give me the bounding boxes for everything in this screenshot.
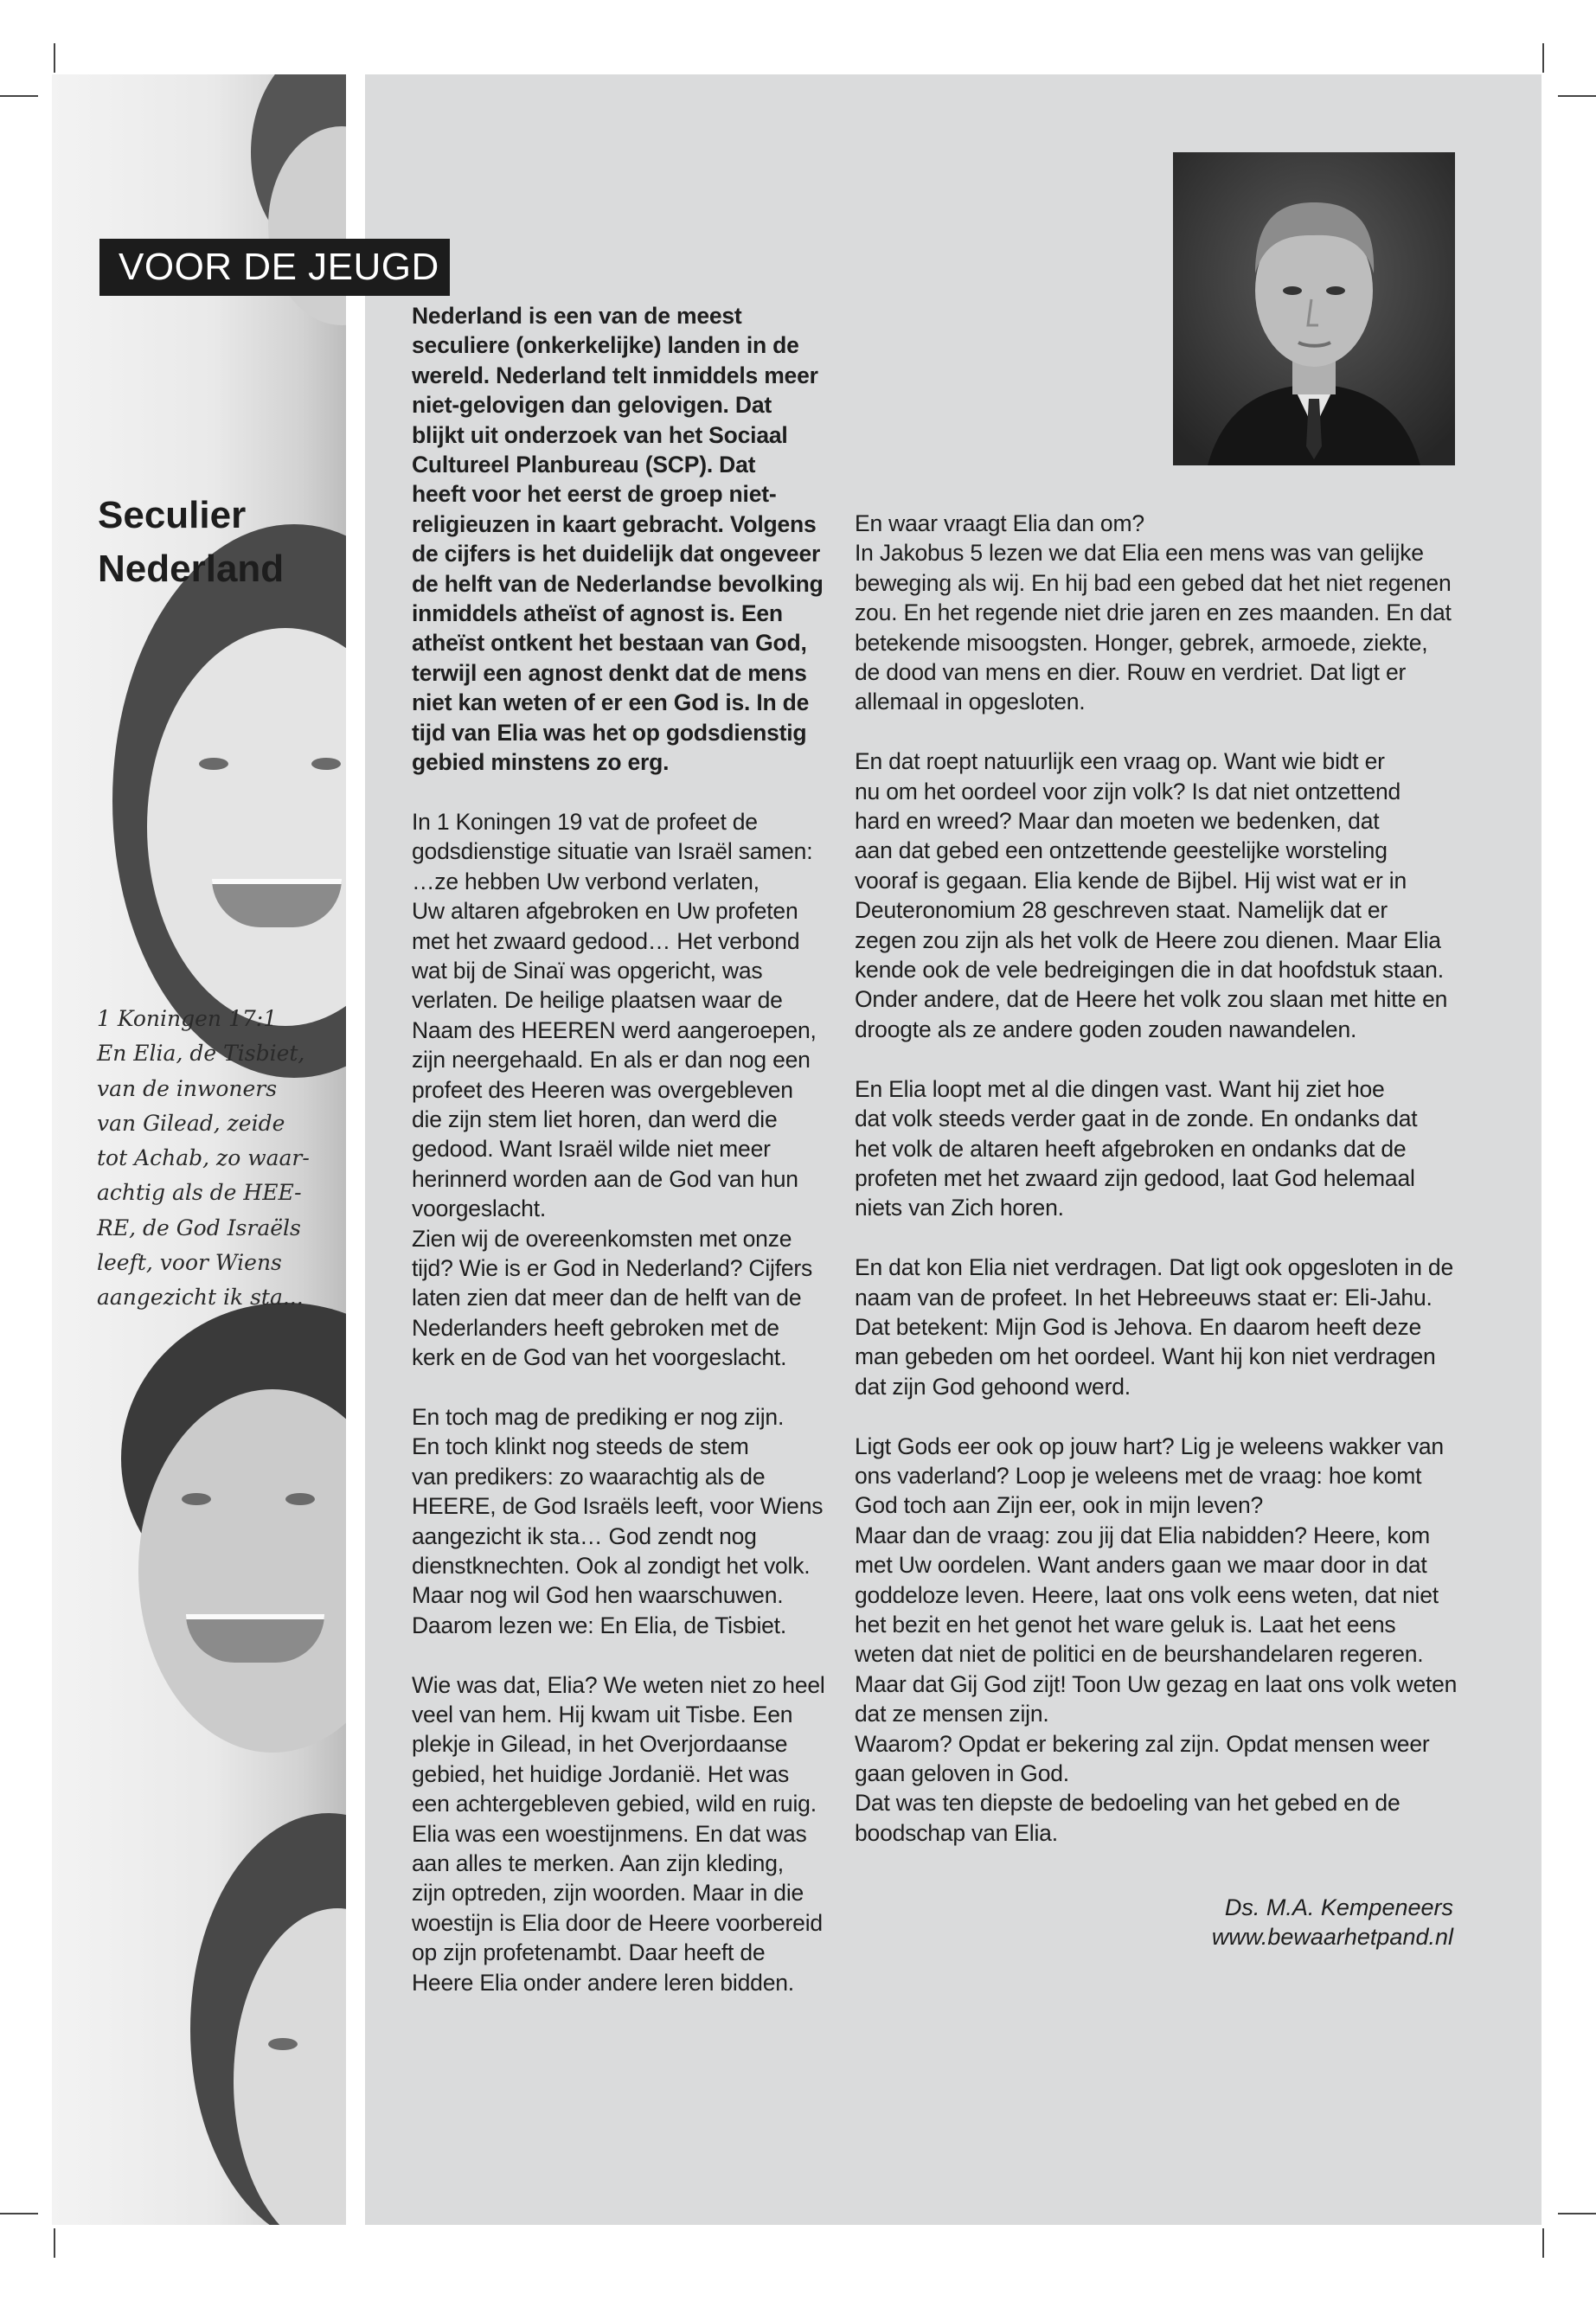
author-name: Ds. M.A. Kempeneers — [1224, 1894, 1453, 1920]
text-line: woestijn is Elia door de Heere voorbereid — [412, 1909, 823, 1936]
text-line: weten dat niet de politici en de beurshandelaren regeren. — [855, 1641, 1424, 1668]
text-line: profeet des Heeren was overgebleven — [412, 1076, 793, 1103]
text-line: beweging als wij. En hij bad een gebed dat het niet regenen — [855, 569, 1452, 596]
text-line: aan dat gebed een ontzettende geestelijke worsteling — [855, 837, 1388, 864]
title-line: Nederland — [98, 548, 285, 590]
text-line: Cultureel Planbureau (SCP). Dat — [412, 452, 756, 478]
paragraph — [412, 807, 827, 1373]
text-line: Maar nog wil God hen waarschuwen. — [412, 1582, 784, 1609]
text-line: wereld. Nederland telt inmiddels meer — [412, 362, 818, 388]
text-line: plekje in Gilead, in het Overjordaanse — [412, 1731, 788, 1758]
bible-quote — [97, 1002, 330, 1316]
text-line: Maar dan de vraag: zou jij dat Elia nabidden? Heere, kom — [855, 1522, 1430, 1548]
text-line: zou. En het regende niet drie jaren en zes maanden. En dat — [855, 599, 1452, 626]
text-line: En Elia loopt met al die dingen vast. Want hij ziet hoe — [855, 1075, 1385, 1102]
text-line: dat ze mensen zijn. — [855, 1701, 1049, 1727]
paragraph — [412, 1402, 827, 1640]
text-line: godsdienstige situatie van Israël samen: — [412, 838, 813, 865]
text-line: Nederlanders heeft gebroken met de — [412, 1314, 779, 1341]
text-line: In Jakobus 5 lezen we dat Elia een mens was van gelijke — [855, 540, 1424, 567]
text-line: tijd van Elia was het op godsdienstig — [412, 719, 807, 746]
face-eye — [182, 1493, 211, 1505]
text-line: niet-gelovigen dan gelovigen. Dat — [412, 392, 772, 419]
text-line: gedood. Want Israël wilde niet meer — [412, 1136, 771, 1163]
crop-mark — [1558, 2213, 1596, 2214]
paragraph-gap — [855, 1401, 1460, 1431]
text-line: Maar dat Gij God zijt! Toon Uw gezag en laat ons volk weten — [855, 1670, 1458, 1697]
title-line: Seculier — [98, 494, 247, 536]
paragraph-gap — [855, 1223, 1460, 1253]
text-line: droogte als ze andere goden zouden nawandelen. — [855, 1016, 1357, 1042]
text-line: Onder andere, dat de Heere het volk zou slaan met hitte en — [855, 986, 1448, 1013]
text-line: het volk de altaren heeft afgebroken en ondanks dat de — [855, 1135, 1407, 1162]
text-line: In 1 Koningen 19 vat de profeet de — [412, 808, 758, 835]
quote-line: 1 Koningen 17:1 — [97, 1006, 278, 1031]
article-title — [98, 489, 340, 596]
text-line: heeft voor het eerst de groep niet- — [412, 481, 777, 508]
paragraph — [855, 747, 1460, 1044]
text-line: dienstknechten. Ook al zondigt het volk. — [412, 1553, 811, 1580]
text-line: gaan geloven in God. — [855, 1760, 1069, 1786]
text-line: Waarom? Opdat er bekering zal zijn. Opdat mensen weer — [855, 1730, 1430, 1757]
text-line: met het zwaard gedood… Het verbond — [412, 927, 800, 954]
text-line: profeten met het zwaard zijn gedood, laat God helemaal — [855, 1164, 1415, 1191]
text-line: Heere Elia onder andere leren bidden. — [412, 1969, 794, 1996]
text-line: gebied minstens zo erg. — [412, 749, 670, 776]
text-line: En toch mag de prediking er nog zijn. — [412, 1404, 785, 1430]
crop-mark — [0, 2213, 38, 2214]
quote-line: leeft, voor Wiens — [97, 1250, 282, 1276]
quote-line: RE, de God Israëls — [97, 1215, 301, 1240]
text-line: de helft van de Nederlandse bevolking — [412, 570, 824, 597]
text-line: atheïst ontkent het bestaan van God, — [412, 630, 807, 657]
text-line: ons vaderland? Loop je weleens met de vraag: hoe komt — [855, 1462, 1422, 1489]
paragraph-gap — [412, 778, 827, 807]
paragraph-gap — [412, 1373, 827, 1402]
text-line: herinnerd worden aan de God van hun — [412, 1165, 798, 1192]
author-website: www.bewaarhetpand.nl — [1211, 1924, 1453, 1950]
crop-mark — [1542, 43, 1544, 73]
face-eye — [268, 2038, 298, 2050]
article-column-2 — [855, 509, 1460, 1848]
text-line: naam van de profeet. In het Hebreeuws staat er: Eli-Jahu. — [855, 1284, 1433, 1311]
text-line: Ligt Gods eer ook op jouw hart? Lig je weleens wakker van — [855, 1433, 1444, 1459]
paragraph — [412, 1670, 827, 1997]
text-line: HEERE, de God Israëls leeft, voor Wiens — [412, 1493, 824, 1520]
text-line: de dood van mens en dier. Rouw en verdriet. Dat ligt er — [855, 659, 1407, 686]
text-line: Naam des HEEREN werd aangeroepen, — [412, 1016, 817, 1043]
paragraph-gap — [855, 1044, 1460, 1074]
paragraph — [855, 1432, 1460, 1849]
portrait-drawing — [1173, 152, 1455, 465]
text-line: God toch aan Zijn eer, ook in mijn leven? — [855, 1492, 1264, 1519]
text-line: met Uw oordelen. Want anders gaan we maar door in dat — [855, 1552, 1427, 1579]
quote-line: van Gilead, zeide — [97, 1110, 285, 1136]
paragraph-gap — [412, 1640, 827, 1670]
quote-line: En Elia, de Tisbiet, — [97, 1041, 305, 1067]
crop-mark — [1558, 95, 1596, 97]
intro-paragraph — [412, 301, 827, 778]
text-line: allemaal in opgesloten. — [855, 689, 1086, 715]
text-line: niet kan weten of er een God is. In de — [412, 689, 810, 716]
text-line: kerk en de God van het voorgeslacht. — [412, 1344, 787, 1371]
text-line: verlaten. De heilige plaatsen waar de — [412, 987, 783, 1014]
paragraph — [855, 1253, 1460, 1401]
article-column-1 — [412, 301, 827, 1997]
text-line: Uw altaren afgebroken en Uw profeten — [412, 898, 798, 925]
text-line: …ze hebben Uw verbond verlaten, — [412, 868, 760, 894]
face-eye — [285, 1493, 315, 1505]
quote-line: tot Achab, zo waar- — [97, 1145, 310, 1171]
text-line: seculiere (onkerkelijke) landen in de — [412, 332, 799, 359]
text-line: een achtergebleven gebied, wild en ruig. — [412, 1791, 817, 1817]
section-header-tab: VOOR DE JEUGD — [99, 239, 450, 296]
text-line: die zijn stem liet horen, dan werd die — [412, 1106, 778, 1132]
text-line: inmiddels atheïst of agnost is. Een — [412, 600, 783, 627]
text-line: niets van Zich horen. — [855, 1195, 1064, 1221]
paragraph-gap — [855, 717, 1460, 747]
text-line: betekende misoogsten. Honger, gebrek, armoede, ziekte, — [855, 629, 1428, 656]
quote-line: van de inwoners — [97, 1075, 278, 1101]
text-line: Dat was ten diepste de bedoeling van het gebed en de — [855, 1790, 1401, 1817]
text-line: zijn neergehaald. En als er dan nog een — [412, 1047, 811, 1074]
text-line: Daarom lezen we: En Elia, de Tisbiet. — [412, 1612, 787, 1638]
text-line: hard en wreed? Maar dan moeten we bedenken, dat — [855, 808, 1380, 835]
text-line: Deuteronomium 28 geschreven staat. Namelijk dat er — [855, 897, 1388, 924]
text-line: En waar vraagt Elia dan om? — [855, 510, 1144, 536]
text-line: aangezicht ik sta… God zendt nog — [412, 1522, 757, 1549]
crop-mark — [0, 95, 38, 97]
text-line: En toch klinkt nog steeds de stem — [412, 1433, 749, 1460]
text-line: man gebeden om het oordeel. Want hij kon niet verdragen — [855, 1343, 1436, 1370]
text-line: terwijl een agnost denkt dat de mens — [412, 659, 807, 686]
text-line: de cijfers is het duidelijk dat ongeveer — [412, 541, 821, 567]
text-line: Elia was een woestijnmens. En dat was — [412, 1820, 807, 1847]
text-line: laten zien dat meer dan de helft van de — [412, 1285, 802, 1311]
text-line: voorgeslacht. — [412, 1195, 547, 1222]
text-line: Wie was dat, Elia? We weten niet zo heel — [412, 1671, 825, 1698]
text-line: boodschap van Elia. — [855, 1819, 1058, 1846]
text-line: En dat roept natuurlijk een vraag op. Want wie bidt er — [855, 748, 1385, 775]
face-eye — [199, 758, 228, 770]
text-line: zijn optreden, zijn woorden. Maar in die — [412, 1880, 804, 1907]
text-line: goddeloze leven. Heere, laat ons volk eens weten, dat niet — [855, 1581, 1439, 1608]
text-line: kende ook de vele bedreigingen die in dat hoofdstuk staan. — [855, 957, 1444, 984]
text-line: blijkt uit onderzoek van het Sociaal — [412, 421, 788, 448]
text-line: van predikers: zo waarachtig als de — [412, 1463, 766, 1490]
text-line: zegen zou zijn als het volk de Heere zou dienen. Maar Elia — [855, 926, 1441, 953]
quote-line: aangezicht ik sta... — [97, 1285, 304, 1311]
text-line: veel van hem. Hij kwam uit Tisbe. Een — [412, 1702, 793, 1728]
text-line: tijd? Wie is er God in Nederland? Cijfers — [412, 1254, 813, 1281]
paragraph — [855, 1074, 1460, 1223]
text-line: op zijn profetenambt. Daar heeft de — [412, 1939, 766, 1966]
text-line: Dat betekent: Mijn God is Jehova. En daarom heeft deze — [855, 1313, 1422, 1340]
text-line: En dat kon Elia niet verdragen. Dat ligt ook opgesloten in de — [855, 1254, 1453, 1281]
text-line: aan alles te merken. Aan zijn kleding, — [412, 1850, 784, 1877]
quote-line: achtig als de HEE- — [97, 1180, 302, 1206]
text-line: dat volk steeds verder gaat in de zonde. En ondanks dat — [855, 1106, 1418, 1132]
crop-mark — [54, 2228, 55, 2258]
text-line: religieuzen in kaart gebracht. Volgens — [412, 510, 817, 537]
text-line: vooraf is gegaan. Elia kende de Bijbel. Hij wist wat er in — [855, 867, 1407, 894]
paragraph — [855, 509, 1460, 717]
crop-mark — [1542, 2228, 1544, 2258]
text-line: Nederland is een van de meest — [412, 303, 742, 329]
text-line: Zien wij de overeenkomsten met onze — [412, 1225, 792, 1252]
crop-mark — [54, 43, 55, 73]
text-line: dat zijn God gehoond werd. — [855, 1373, 1131, 1400]
text-line: het bezit en het genot het ware geluk is. Laat het eens — [855, 1611, 1396, 1638]
text-line: wat bij de Sinaï was opgericht, was — [412, 957, 763, 984]
author-portrait — [1173, 152, 1455, 465]
text-line: gebied, het huidige Jordanië. Het was — [412, 1760, 790, 1787]
face-eye — [311, 758, 341, 770]
text-line: nu om het oordeel voor zijn volk? Is dat niet ontzettend — [855, 778, 1401, 804]
